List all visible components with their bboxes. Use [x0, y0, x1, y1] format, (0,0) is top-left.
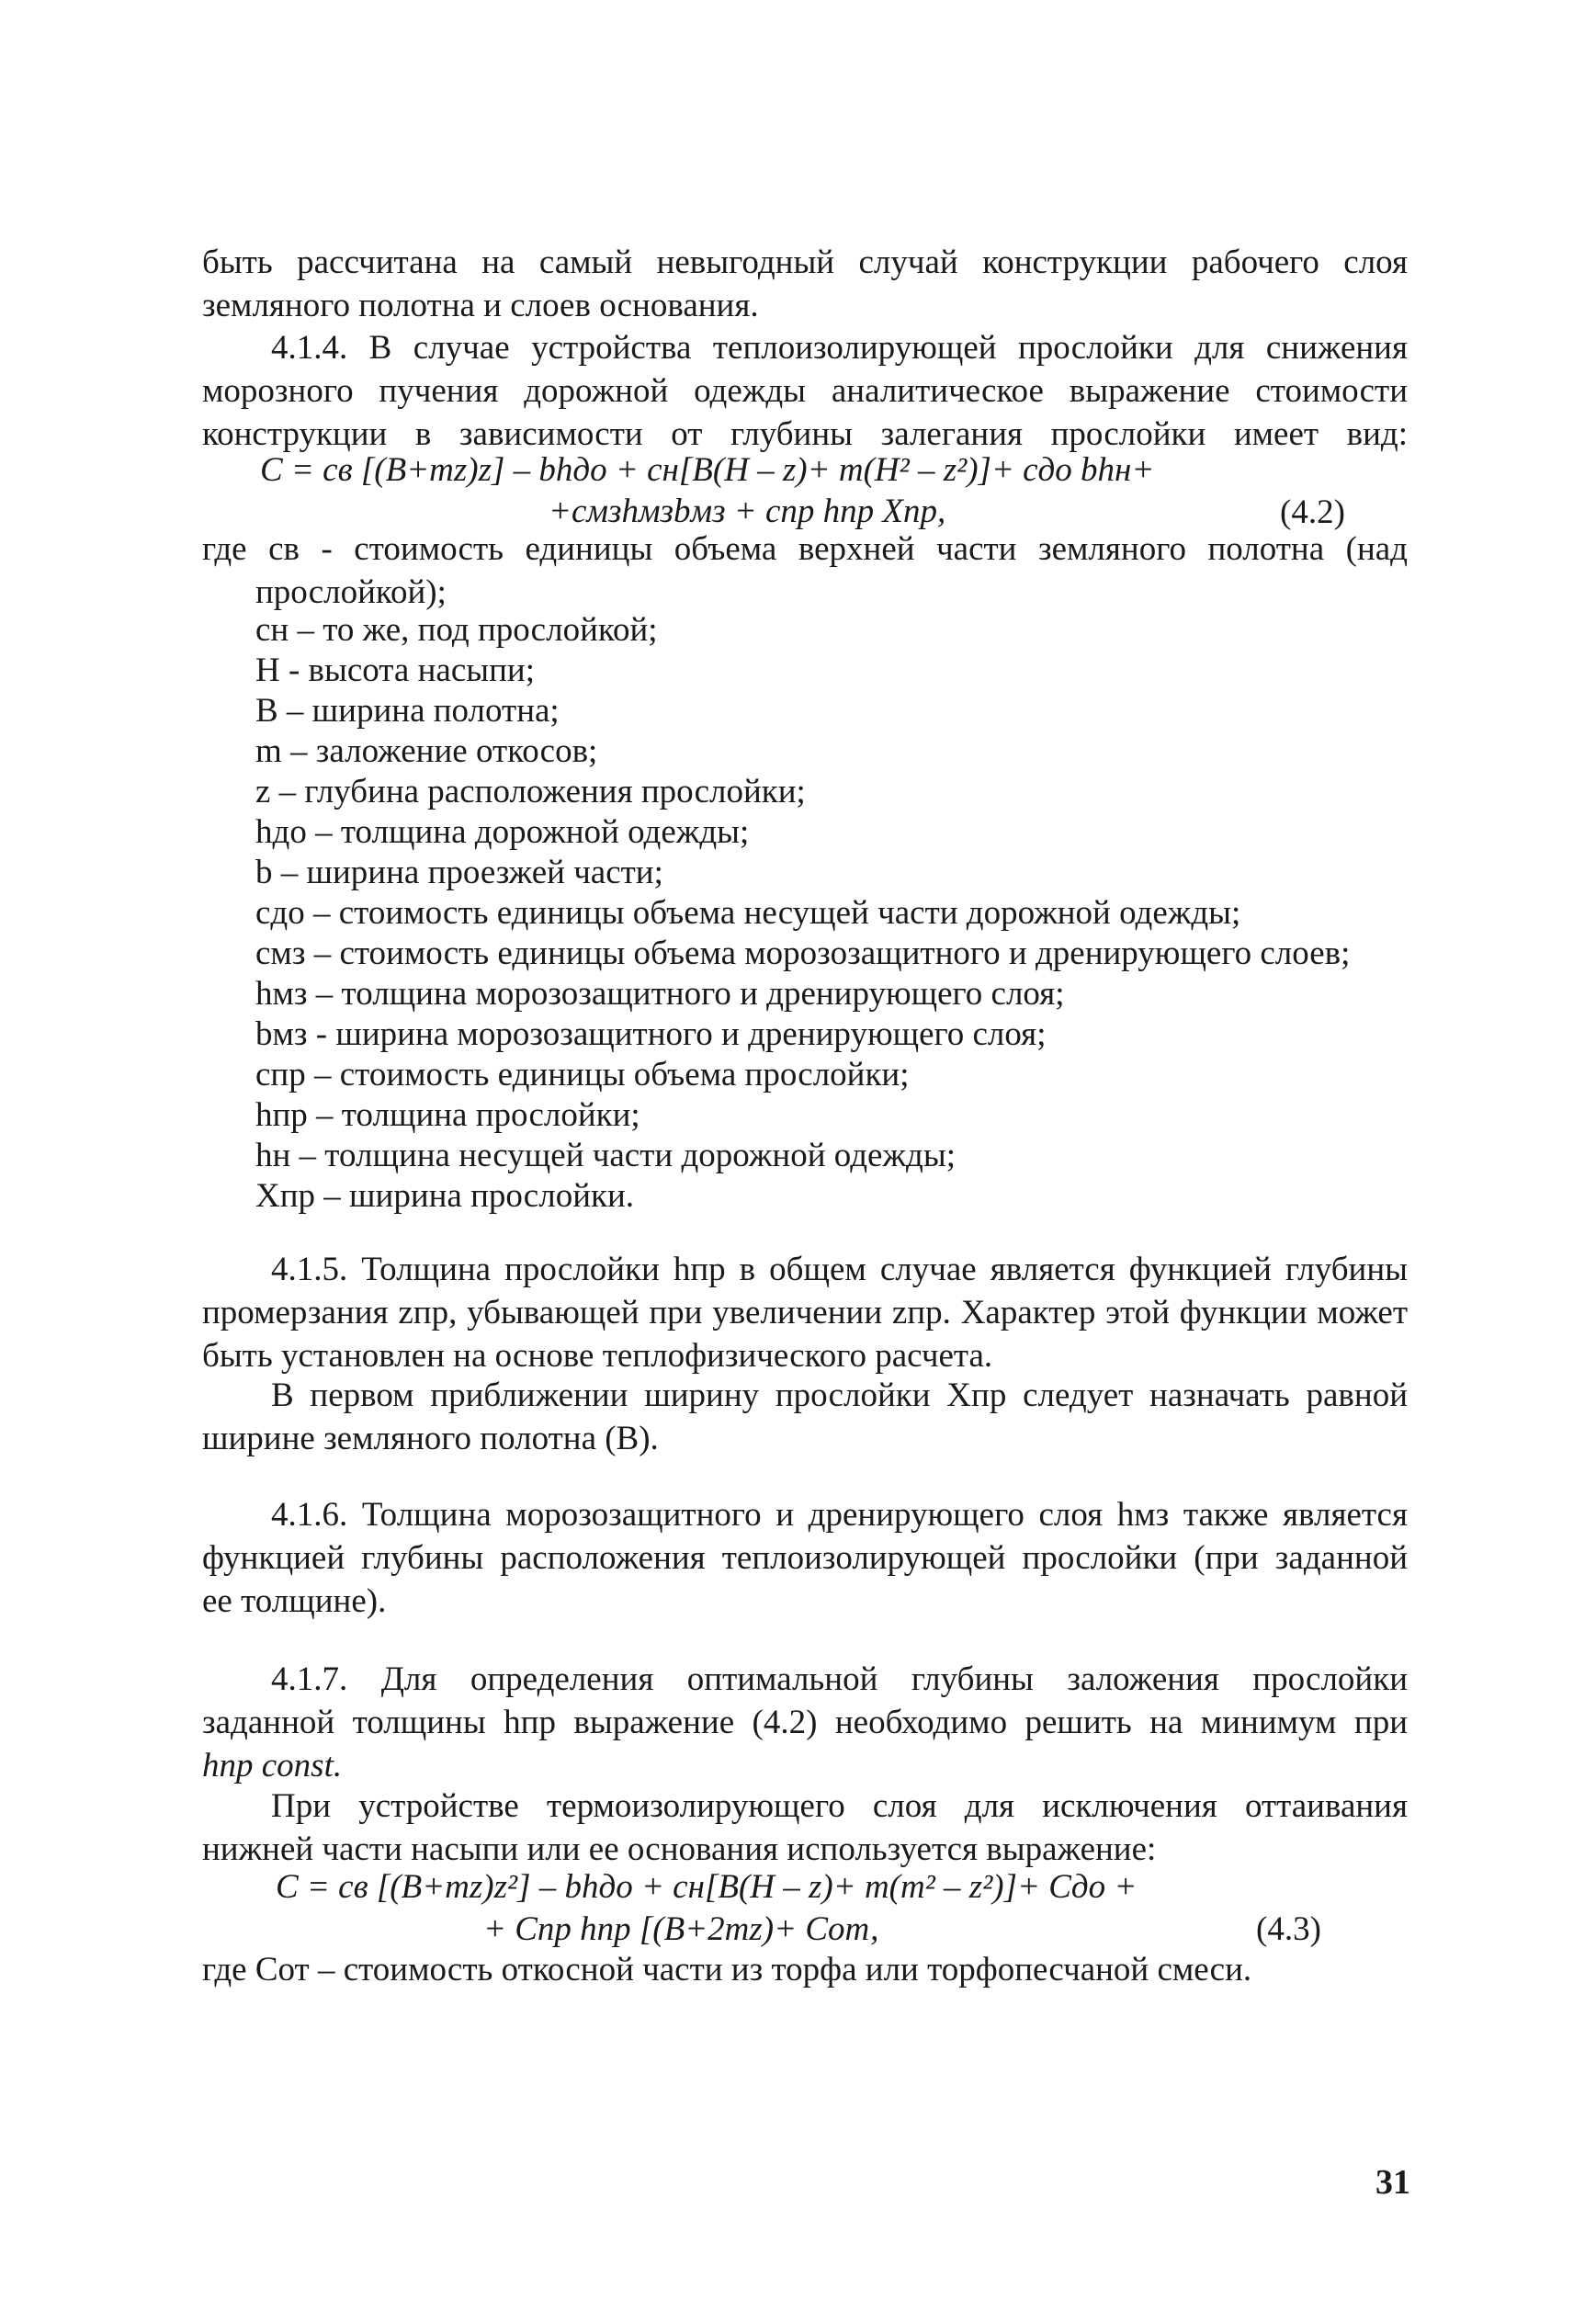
formula-4-2-line-1: C = cв [(B+mz)z] – bhдо + cн[B(H – z)+ m(H² – z²)]+ cдо bhн+ — [260, 451, 1155, 489]
text-line: нижней части насыпи или ее основания используется выражение: — [202, 1830, 1157, 1868]
text-line: 4.1.7. Для определения оптимальной глубины заложения прослойки — [271, 1660, 1408, 1698]
text-line: заданной толщины hпр выражение (4.2) необходимо решить на минимум при — [202, 1704, 1408, 1741]
equation-number-4-3: (4.3) — [1256, 1910, 1321, 1948]
definition-item: cдо – стоимость единицы объема несущей части дорожной одежды; — [255, 894, 1241, 932]
text-line: быть установлен на основе теплофизического расчета. — [202, 1337, 993, 1375]
paragraph-4-1-5 — [202, 1248, 1408, 1377]
paragraph-4-1-4 — [202, 326, 1408, 456]
definition-item: cн – то же, под прослойкой; — [255, 611, 658, 649]
paragraph-4-1-5-b — [202, 1374, 1408, 1460]
text-line: прослойкой); — [255, 573, 447, 611]
text-line: земляного полотна и слоев основания. — [202, 287, 759, 324]
definition-item: bмз - ширина морозозащитного и дренирующего слоя; — [255, 1015, 1047, 1053]
definition-item: hпр – толщина прослойки; — [255, 1096, 640, 1134]
text-line: конструкции в зависимости от глубины залегания прослойки имеет вид: — [202, 415, 1408, 453]
text-line: При устройстве термоизолирующего слоя для исключения оттаивания — [271, 1787, 1408, 1825]
definition-item: hн – толщина несущей части дорожной одежды; — [255, 1137, 956, 1174]
text-line: ее толщине). — [202, 1582, 387, 1620]
text-line: быть рассчитана на самый невыгодный случай конструкции рабочего слоя — [202, 244, 1408, 281]
definition-item: m – заложение откосов; — [255, 732, 598, 770]
text-line: функцией глубины расположения теплоизолирующей прослойки (при заданной — [202, 1539, 1408, 1577]
paragraph-final — [202, 1948, 1408, 1991]
text-line: 4.1.4. В случае устройства теплоизолирующей прослойки для снижения — [271, 329, 1408, 367]
text-line: hпр const. — [202, 1747, 343, 1784]
text-line: морозного пучения дорожной одежды аналитическое выражение стоимости — [202, 372, 1408, 410]
definition-item: b – ширина проезжей части; — [255, 854, 663, 891]
equation-number-4-2: (4.2) — [1280, 493, 1345, 531]
definition-item: hдо – толщина дорожной одежды; — [255, 813, 750, 851]
text-line: 4.1.6. Толщина морозозащитного и дренирующего слоя hмз также является — [271, 1496, 1408, 1534]
definition-item: H - высота насыпи; — [255, 651, 535, 689]
paragraph-4-1-6 — [202, 1493, 1408, 1623]
formula-4-3-line-2: + Cпр hпр [(B+2mz)+ Cот, — [483, 1910, 879, 1948]
definition-item: Xпр – ширина прослойки. — [255, 1177, 635, 1215]
text-line: где Cот – стоимость откосной части из торфа или торфопесчаной смеси. — [202, 1951, 1252, 1988]
text-line: В первом приближении ширину прослойки Xпр следует назначать равной — [271, 1377, 1408, 1414]
definition-item: cпр – стоимость единицы объема прослойки; — [255, 1056, 910, 1093]
definition-item: cмз – стоимость единицы объема морозозащитного и дренирующего слоев; — [255, 935, 1351, 972]
text-line: 4.1.5. Толщина прослойки hпр в общем случае является функцией глубины — [271, 1251, 1408, 1288]
definition-item: B – ширина полотна; — [255, 692, 560, 730]
paragraph-intro — [202, 241, 1408, 327]
text-line: ширине земляного полотна (B). — [202, 1420, 659, 1457]
definition-item: z – глубина расположения прослойки; — [255, 773, 806, 810]
page-number: 31 — [1375, 2163, 1410, 2202]
definitions-intro — [202, 527, 1408, 614]
text-line: промерзания zпр, убывающей при увеличении zпр. Характер этой функции может — [202, 1294, 1408, 1331]
formula-4-3-line-1: C = cв [(B+mz)z²] – bhдо + cн[B(H – z)+ m(m² – z²)]+ Cдо + — [276, 1868, 1138, 1906]
definition-item: hмз – толщина морозозащитного и дренирующего слоя; — [255, 975, 1065, 1013]
formula-4-2-line-2: +cмзhмзbмз + cпр hпр Xпр, — [549, 493, 946, 530]
text-line: где cв - стоимость единицы объема верхней части земляного полотна (над — [202, 530, 1408, 568]
paragraph-4-1-7-b — [202, 1784, 1408, 1871]
paragraph-4-1-7 — [202, 1658, 1408, 1787]
